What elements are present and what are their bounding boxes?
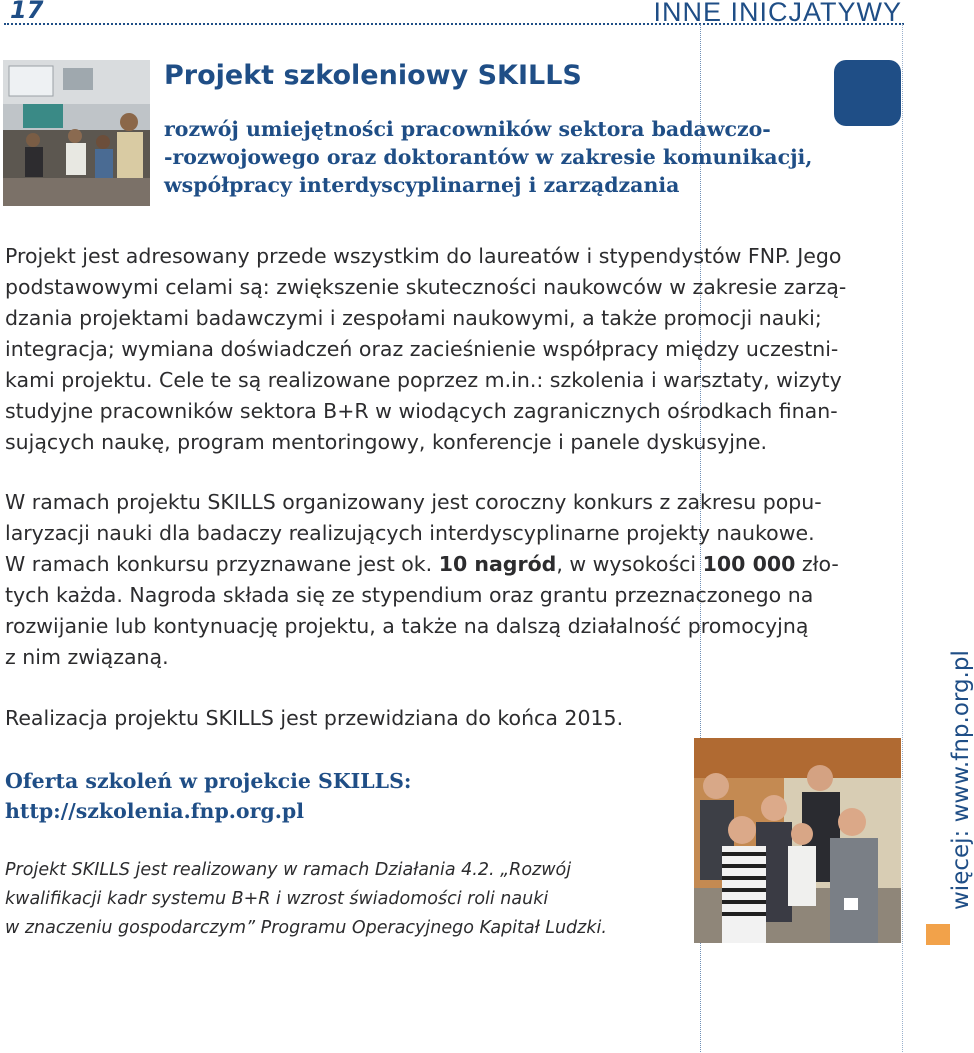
text-line: laryzacji nauki dla badaczy realizujących interdyscyplinarne projekty naukowe. (5, 521, 815, 545)
footnote-line: w znaczeniu gospodarczym” Programu Operacyjnego Kapitał Ludzki. (5, 918, 607, 938)
decorative-orange-square (926, 924, 950, 945)
text-line: podstawowymi celami są: zwiększenie skuteczności naukowców w zakresie zarzą- (5, 275, 847, 299)
paragraph-contest (5, 487, 905, 673)
text-line: rozwijanie lub kontynuację projektu, a także na dalszą działalność promocyjną (5, 614, 809, 638)
article-subtitle (164, 115, 854, 199)
text-line: sujących naukę, program mentoringowy, konferencje i panele dyskusyjne. (5, 430, 768, 454)
text-line: Realizacja projektu SKILLS jest przewidziana do końca 2015. (5, 706, 624, 730)
page-number: 17 (10, 0, 44, 24)
text-line: W ramach projektu SKILLS organizowany jest coroczny konkurs z zakresu popu- (5, 490, 822, 514)
offer-link[interactable]: http://szkolenia.fnp.org.pl (5, 799, 304, 823)
text-line: dzania projektami badawczymi i zespołami naukowymi, a także promocji nauki; (5, 306, 822, 330)
participants-group-photo (694, 738, 901, 943)
training-offer (5, 766, 411, 826)
offer-label: Oferta szkoleń w projekcie SKILLS: (5, 769, 412, 793)
text-line: Projekt jest adresowany przede wszystkim do laureatów i stypendystów FNP. Jego (5, 244, 842, 268)
text-line (5, 549, 905, 580)
text-line: kami projektu. Cele te są realizowane poprzez m.in.: szkolenia i warsztaty, wizyty (5, 368, 842, 392)
footnote-line: Projekt SKILLS jest realizowany w ramach Działania 4.2. „Rozwój (5, 860, 572, 880)
text-fragment: , w wysokości (556, 552, 703, 576)
footnote-line: kwalifikacji kadr systemu B+R i wzrost świadomości roli nauki (5, 889, 549, 909)
funding-note (5, 856, 685, 943)
text-fragment: zło- (795, 552, 839, 576)
article-title: Projekt szkoleniowy SKILLS (164, 60, 582, 91)
prize-count: 10 nagród (438, 552, 557, 576)
subtitle-line: współpracy interdyscyplinarnej i zarządzania (164, 173, 680, 197)
text-line: studyjne pracowników sektora B+R w wiodących zagranicznych ośrodkach finan- (5, 399, 838, 423)
paragraph-intro (5, 241, 905, 458)
text-fragment: W ramach konkursu przyznawane jest ok. (5, 552, 439, 576)
subtitle-line: rozwój umiejętności pracowników sektora badawczo- (164, 117, 771, 141)
subtitle-line: -rozwojowego oraz doktorantów w zakresie komunikacji, (164, 145, 813, 169)
text-line: z nim związaną. (5, 645, 169, 669)
text-line: tych każda. Nagroda składa się ze stypendium oraz grantu przeznaczonego na (5, 583, 814, 607)
paragraph-duration (5, 703, 905, 734)
more-info-link[interactable]: więcej: www.fnp.org.pl (948, 650, 974, 910)
prize-amount: 100 000 (702, 552, 796, 576)
text-line: integracja; wymiana doświadczeń oraz zacieśnienie współpracy między uczestni- (5, 337, 839, 361)
section-label: INNE INICJATYWY (653, 0, 902, 27)
training-session-photo (3, 60, 150, 206)
